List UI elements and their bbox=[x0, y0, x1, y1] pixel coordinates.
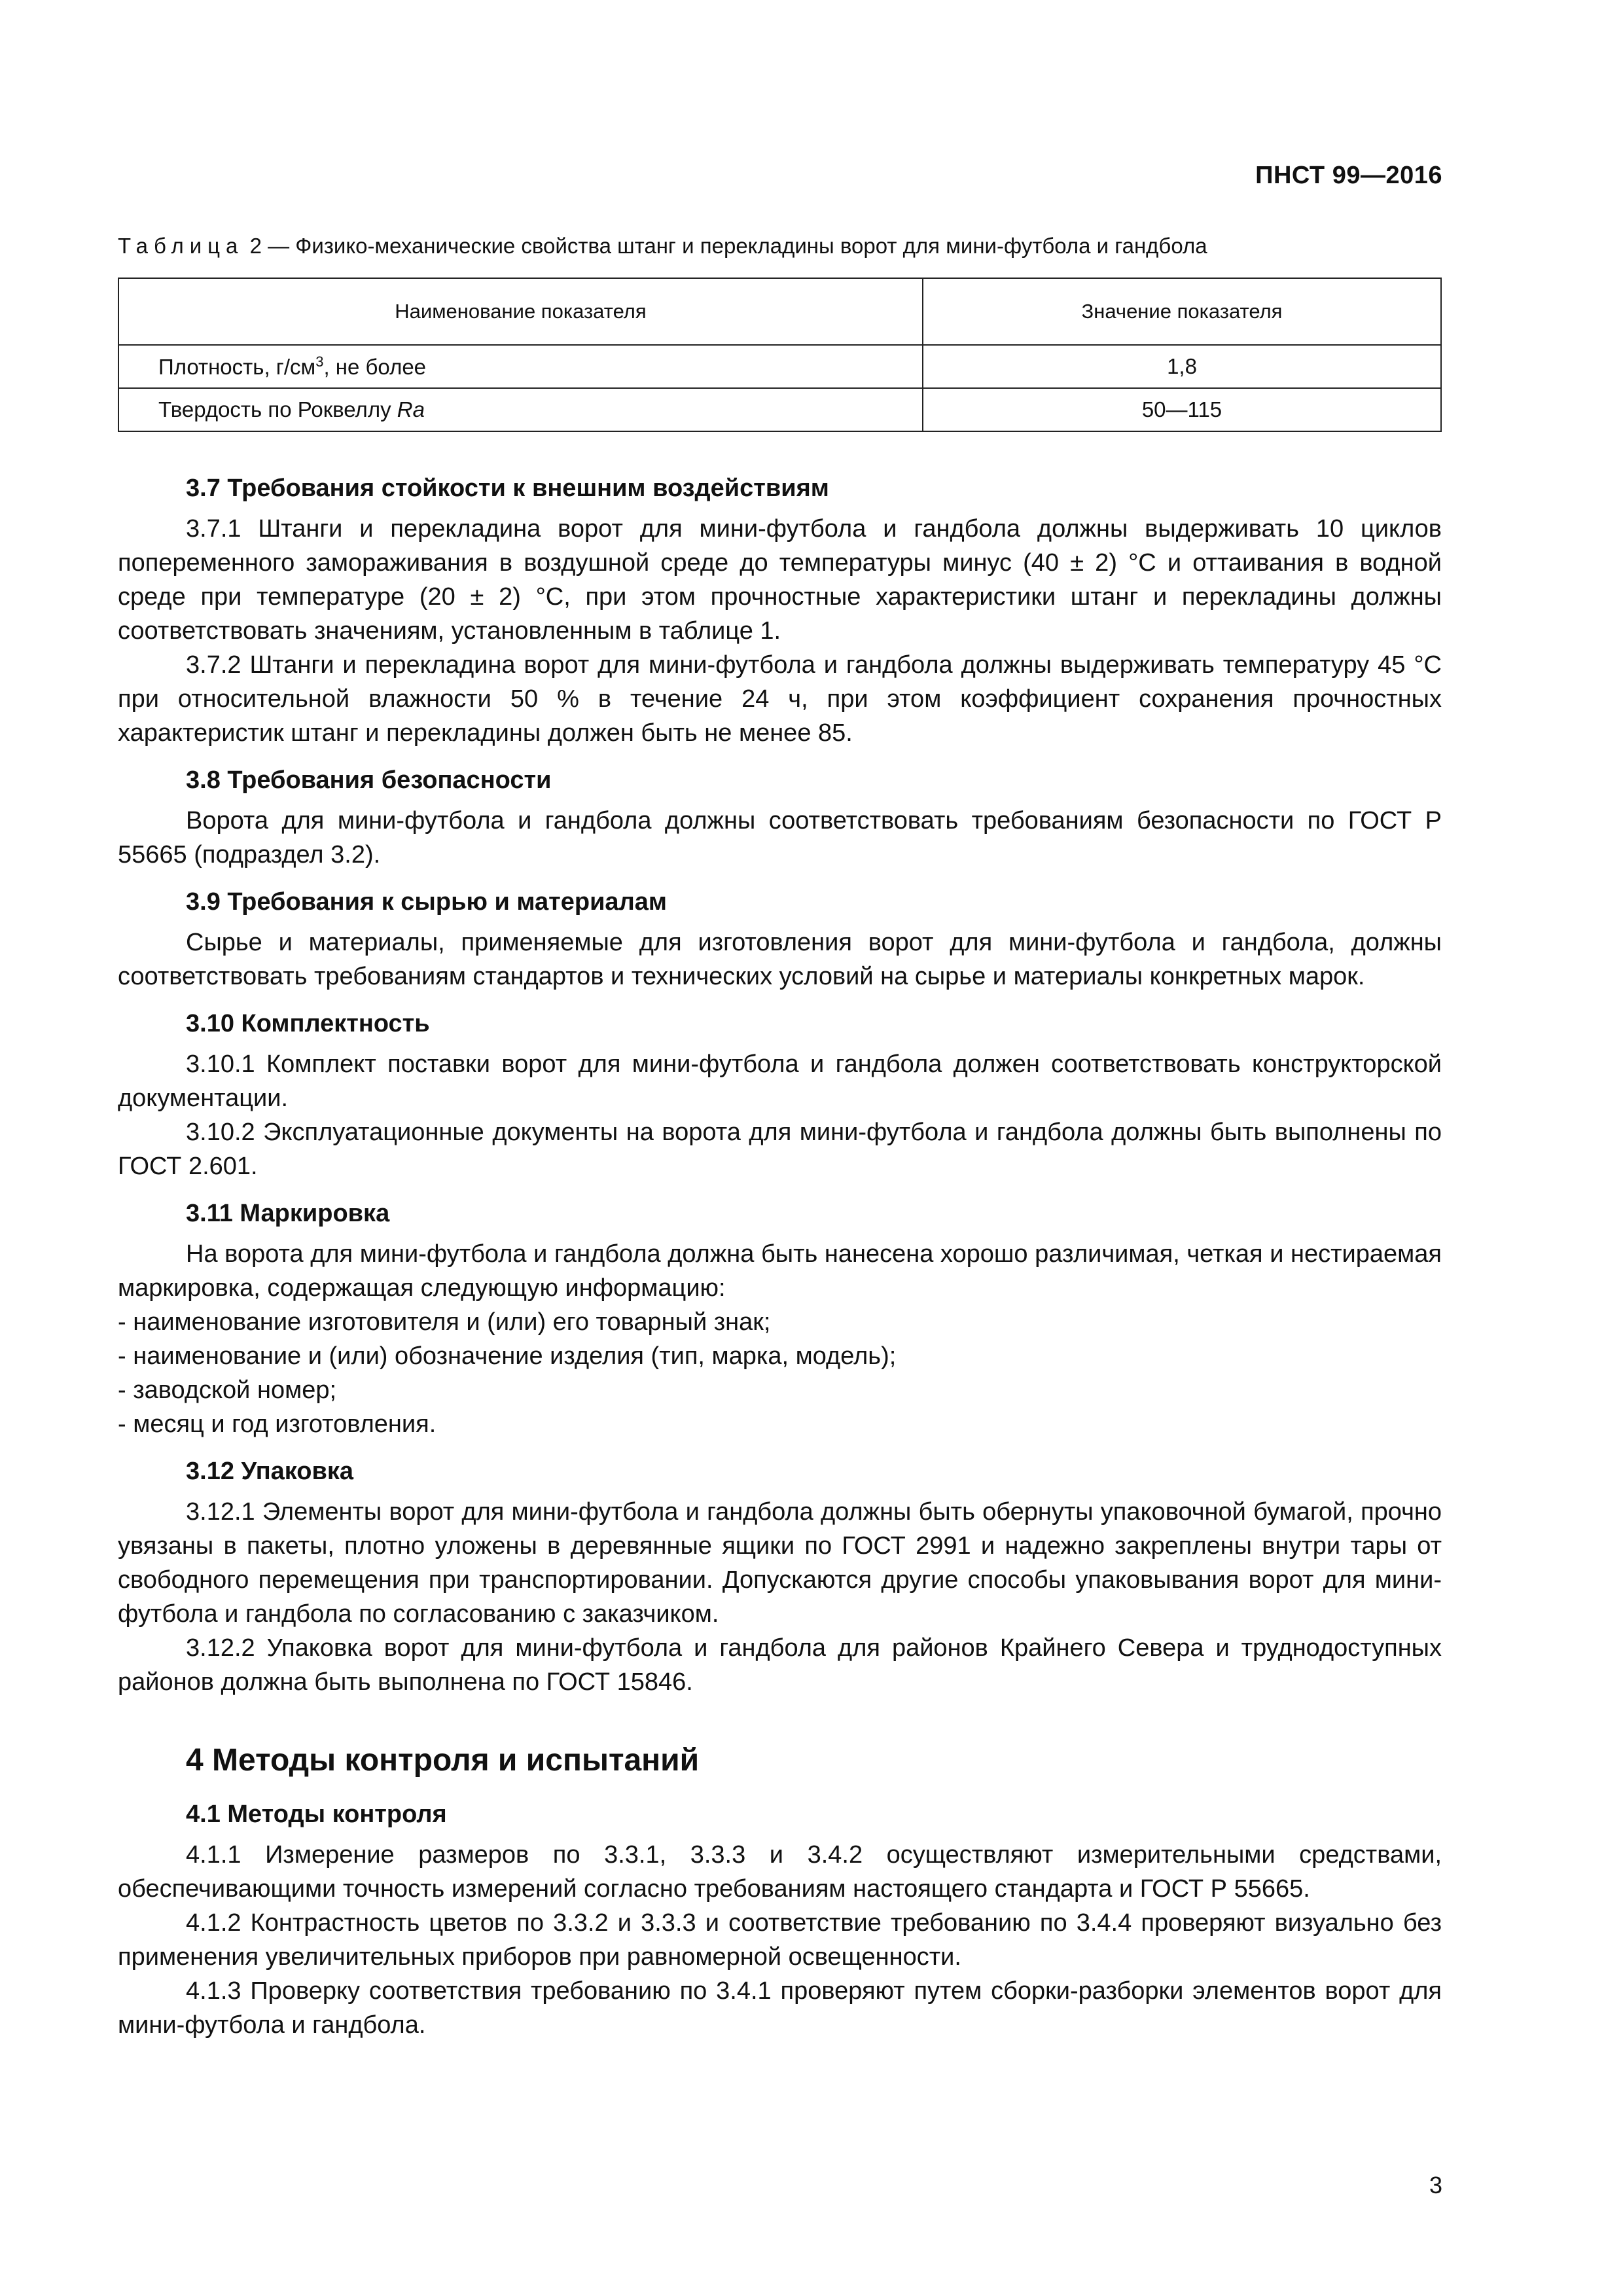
page-number: 3 bbox=[1429, 2172, 1442, 2198]
section-heading: 4.1 Методы контроля bbox=[186, 1801, 447, 1828]
chapter-heading: 4 Методы контроля и испытаний bbox=[186, 1743, 700, 1778]
document-body bbox=[118, 458, 1442, 2042]
section-heading: 3.11 Маркировка bbox=[186, 1200, 390, 1227]
paragraph: 3.10.1 Комплект поставки ворот для мини-футбола и гандбола должен соответствовать конструкторской документации. bbox=[118, 1050, 1442, 1112]
section-heading: 3.10 Комплектность bbox=[186, 1010, 430, 1037]
table-caption bbox=[118, 234, 1207, 259]
table-cell-name: Твердость по Роквеллу Ra bbox=[118, 388, 923, 431]
section-heading: 3.9 Требования к сырью и материалам bbox=[186, 888, 667, 916]
table-row bbox=[118, 388, 1441, 431]
table-row bbox=[118, 345, 1441, 388]
table-header-row bbox=[118, 278, 1441, 345]
paragraph: 4.1.2 Контрастность цветов по 3.3.2 и 3.3.3 и соответствие требованию по 3.4.4 проверяют визуально без применения увеличительных приборов при равномерной освещенности. bbox=[118, 1909, 1442, 1971]
section-heading: 3.7 Требования стойкости к внешним воздействиям bbox=[186, 475, 829, 502]
table-cell-value: 50—115 bbox=[923, 388, 1441, 431]
section-heading: 3.12 Упаковка bbox=[186, 1458, 354, 1485]
table-cell-value: 1,8 bbox=[923, 345, 1441, 388]
list-item: - наименование изготовителя и (или) его товарный знак; bbox=[118, 1308, 771, 1336]
paragraph: 3.7.1 Штанги и перекладина ворот для мини-футбола и гандбола должны выдерживать 10 циклов попеременного замораживания в воздушной среде до температуры минус (40 ± 2) °С и оттаивания в водной среде при температуре (20 ± 2) °С, при этом прочностные характеристики штанг и перекладины должны соответствовать значениям, установленным в таблице 1. bbox=[118, 515, 1442, 645]
properties-table bbox=[118, 278, 1442, 432]
paragraph: Сырье и материалы, применяемые для изготовления ворот для мини-футбола и гандбола, должны соответствовать требованиям стандартов и технических условий на сырье и материалы конкретных марок. bbox=[118, 929, 1442, 990]
list-item: - месяц и год изготовления. bbox=[118, 1410, 437, 1438]
document-code: ПНСТ 99—2016 bbox=[1255, 162, 1442, 189]
table-caption-number: 2 bbox=[249, 234, 262, 258]
column-header-name: Наименование показателя bbox=[118, 278, 923, 345]
table-caption-label: Таблица bbox=[118, 234, 244, 258]
paragraph: 3.10.2 Эксплуатационные документы на ворота для мини-футбола и гандбола должны быть выполнены по ГОСТ 2.601. bbox=[118, 1119, 1442, 1180]
section-heading: 3.8 Требования безопасности bbox=[186, 766, 552, 794]
list-item: - заводской номер; bbox=[118, 1376, 337, 1404]
paragraph: 3.7.2 Штанги и перекладина ворот для мини-футбола и гандбола должны выдерживать температуру 45 °С при относительной влажности 50 % в течение 24 ч, при этом коэффициент сохранения прочностных характеристик штанг и перекладины должен быть не менее 85. bbox=[118, 651, 1442, 747]
paragraph: 3.12.2 Упаковка ворот для мини-футбола и гандбола для районов Крайнего Севера и труднодоступных районов должна быть выполнена по ГОСТ 15846. bbox=[118, 1634, 1442, 1696]
table-caption-text: — Физико-механические свойства штанг и перекладины ворот для мини-футбола и гандбола bbox=[268, 234, 1207, 258]
paragraph: 3.12.1 Элементы ворот для мини-футбола и гандбола должны быть обернуты упаковочной бумагой, прочно увязаны в пакеты, плотно уложены в деревянные ящики по ГОСТ 2991 и надежно закреплены внутри тары от свободного перемещения при транспортировании. Допускаются другие способы упаковывания ворот для мини-футбола и гандбола по согласованию с заказчиком. bbox=[118, 1498, 1442, 1628]
paragraph: Ворота для мини-футбола и гандбола должны соответствовать требованиям безопасности по ГОСТ Р 55665 (подраздел 3.2). bbox=[118, 807, 1442, 869]
paragraph: 4.1.3 Проверку соответствия требованию по 3.4.1 проверяют путем сборки-разборки элементов ворот для мини-футбола и гандбола. bbox=[118, 1977, 1442, 2039]
paragraph: 4.1.1 Измерение размеров по 3.3.1, 3.3.3 и 3.4.2 осуществляют измерительными средствами, обеспечивающими точность измерений согласно требованиям настоящего стандарта и ГОСТ Р 55665. bbox=[118, 1841, 1442, 1903]
table-cell-name: Плотность, $г/см^3$, не более bbox=[118, 345, 923, 388]
column-header-value: Значение показателя bbox=[923, 278, 1441, 345]
paragraph: На ворота для мини-футбола и гандбола должна быть нанесена хорошо различимая, четкая и нестираемая маркировка, содержащая следующую информацию: bbox=[118, 1240, 1442, 1302]
list-item: - наименование и (или) обозначение изделия (тип, марка, модель); bbox=[118, 1342, 897, 1370]
